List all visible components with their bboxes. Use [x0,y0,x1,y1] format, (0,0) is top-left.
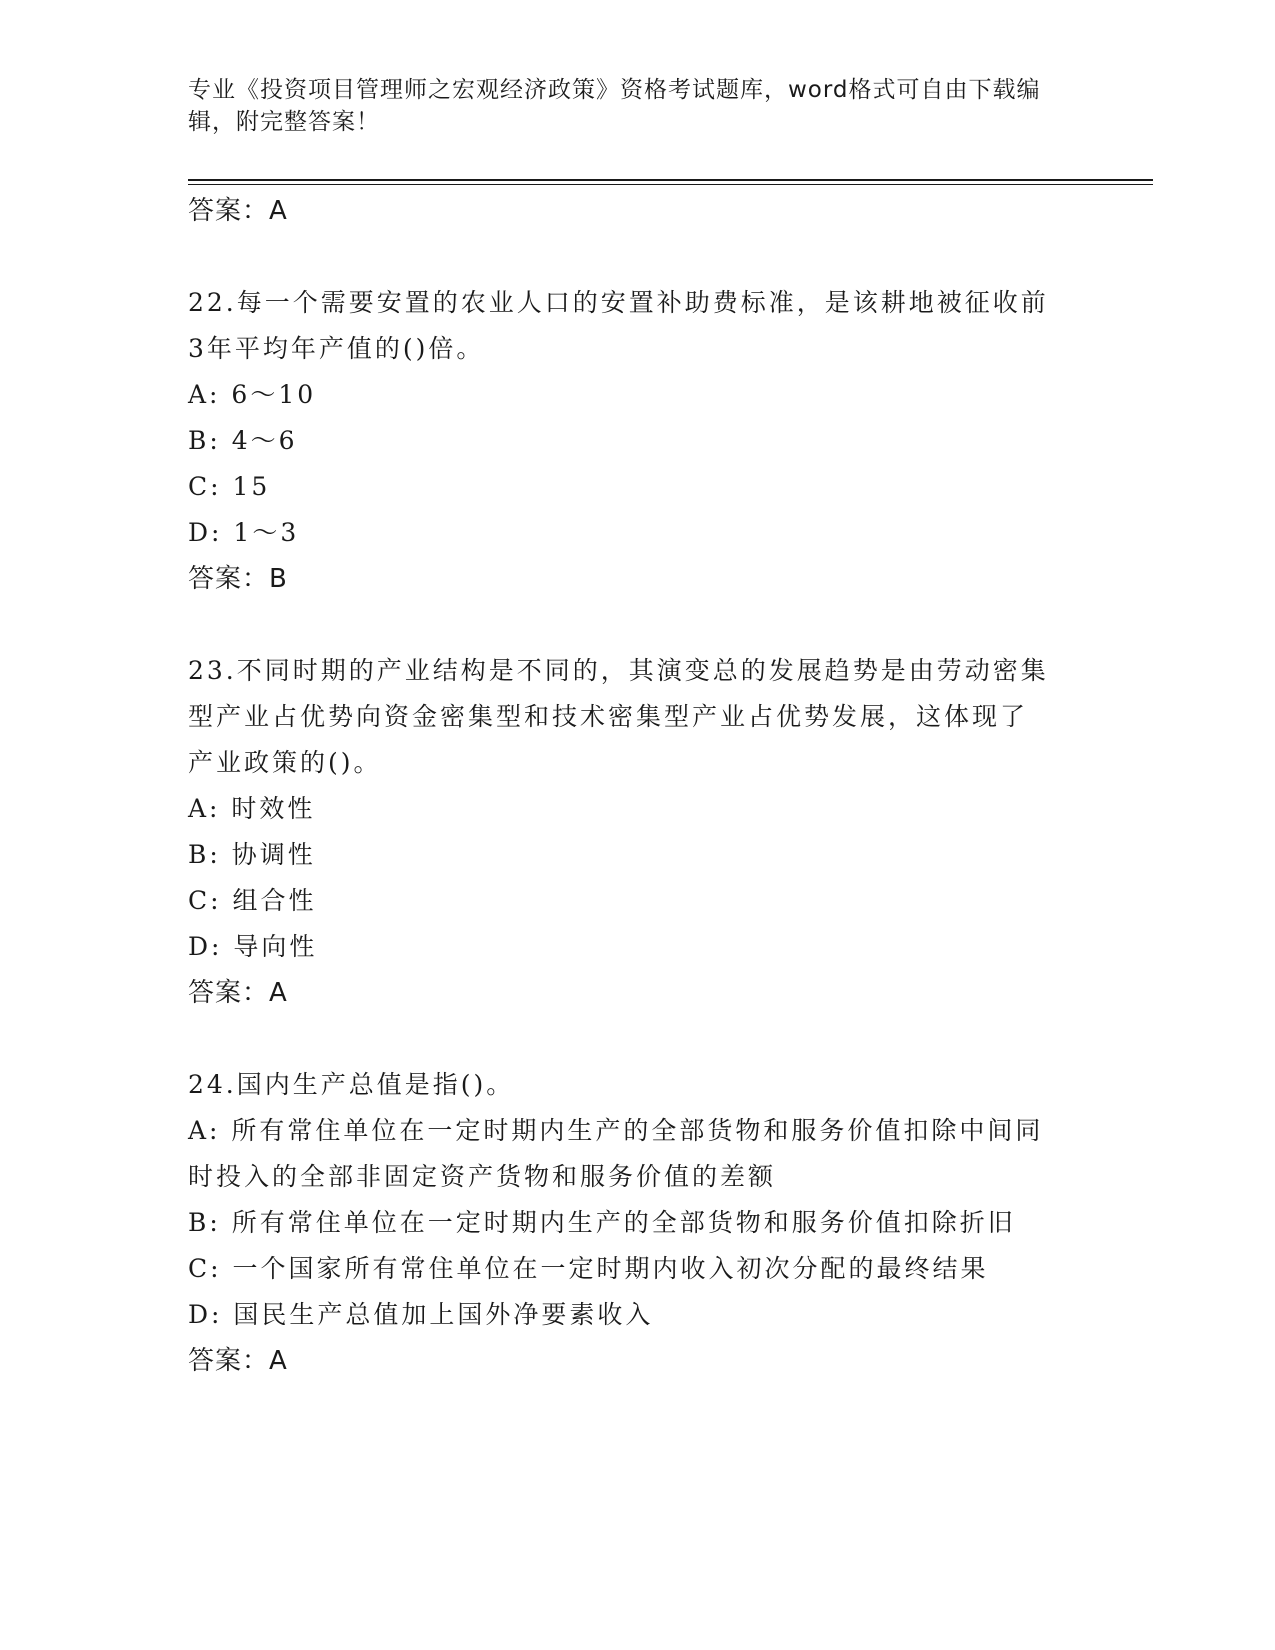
option-c: C: 一个国家所有常住单位在一定时期内收入初次分配的最终结果 [188,1254,989,1283]
question-stem-line: 23.不同时期的产业结构是不同的，其演变总的发展趋势是由劳动密集 [188,656,1049,685]
answer-21: 答案：A [188,196,288,226]
spacer [188,1016,1088,1062]
option-a-continued: 时投入的全部非固定资产货物和服务价值的差额 [188,1162,777,1191]
option-a: A: 6～10 [188,380,317,409]
question-list [188,188,1088,1384]
question-stem-line: 24.国内生产总值是指()。 [188,1070,515,1099]
option-d: D: 国民生产总值加上国外净要素收入 [188,1300,654,1329]
header-rule-thick [188,179,1153,181]
answer-24: 答案：A [188,1346,288,1376]
option-d: D: 导向性 [188,932,318,961]
answer-23: 答案：A [188,978,288,1008]
option-c: C: 15 [188,472,271,501]
spacer [188,602,1088,648]
question-23 [188,648,1088,1016]
option-a: A: 所有常住单位在一定时期内生产的全部货物和服务价值扣除中间同 [188,1116,1044,1145]
header-line-2: 辑，附完整答案！ [188,109,380,135]
question-stem-line: 型产业占优势向资金密集型和技术密集型产业占优势发展，这体现了 [188,702,1029,731]
option-b: B: 4～6 [188,426,298,455]
option-b: B: 所有常住单位在一定时期内生产的全部货物和服务价值扣除折旧 [188,1208,1016,1237]
question-22 [188,280,1088,602]
answer-22: 答案：B [188,564,288,594]
page-header [188,74,1068,138]
option-b: B: 协调性 [188,840,316,869]
question-stem-line: 产业政策的()。 [188,748,382,777]
question-stem-line: 3年平均年产值的()倍。 [188,334,485,363]
option-c: C: 组合性 [188,886,317,915]
header-line-1: 专业《投资项目管理师之宏观经济政策》资格考试题库，word格式可自由下载编 [188,77,1041,103]
option-a: A: 时效性 [188,794,316,823]
header-rule-thin [188,184,1153,185]
spacer [188,234,1088,280]
question-24 [188,1062,1088,1384]
option-d: D: 1～3 [188,518,300,547]
question-stem-line: 22.每一个需要安置的农业人口的安置补助费标准，是该耕地被征收前 [188,288,1049,317]
